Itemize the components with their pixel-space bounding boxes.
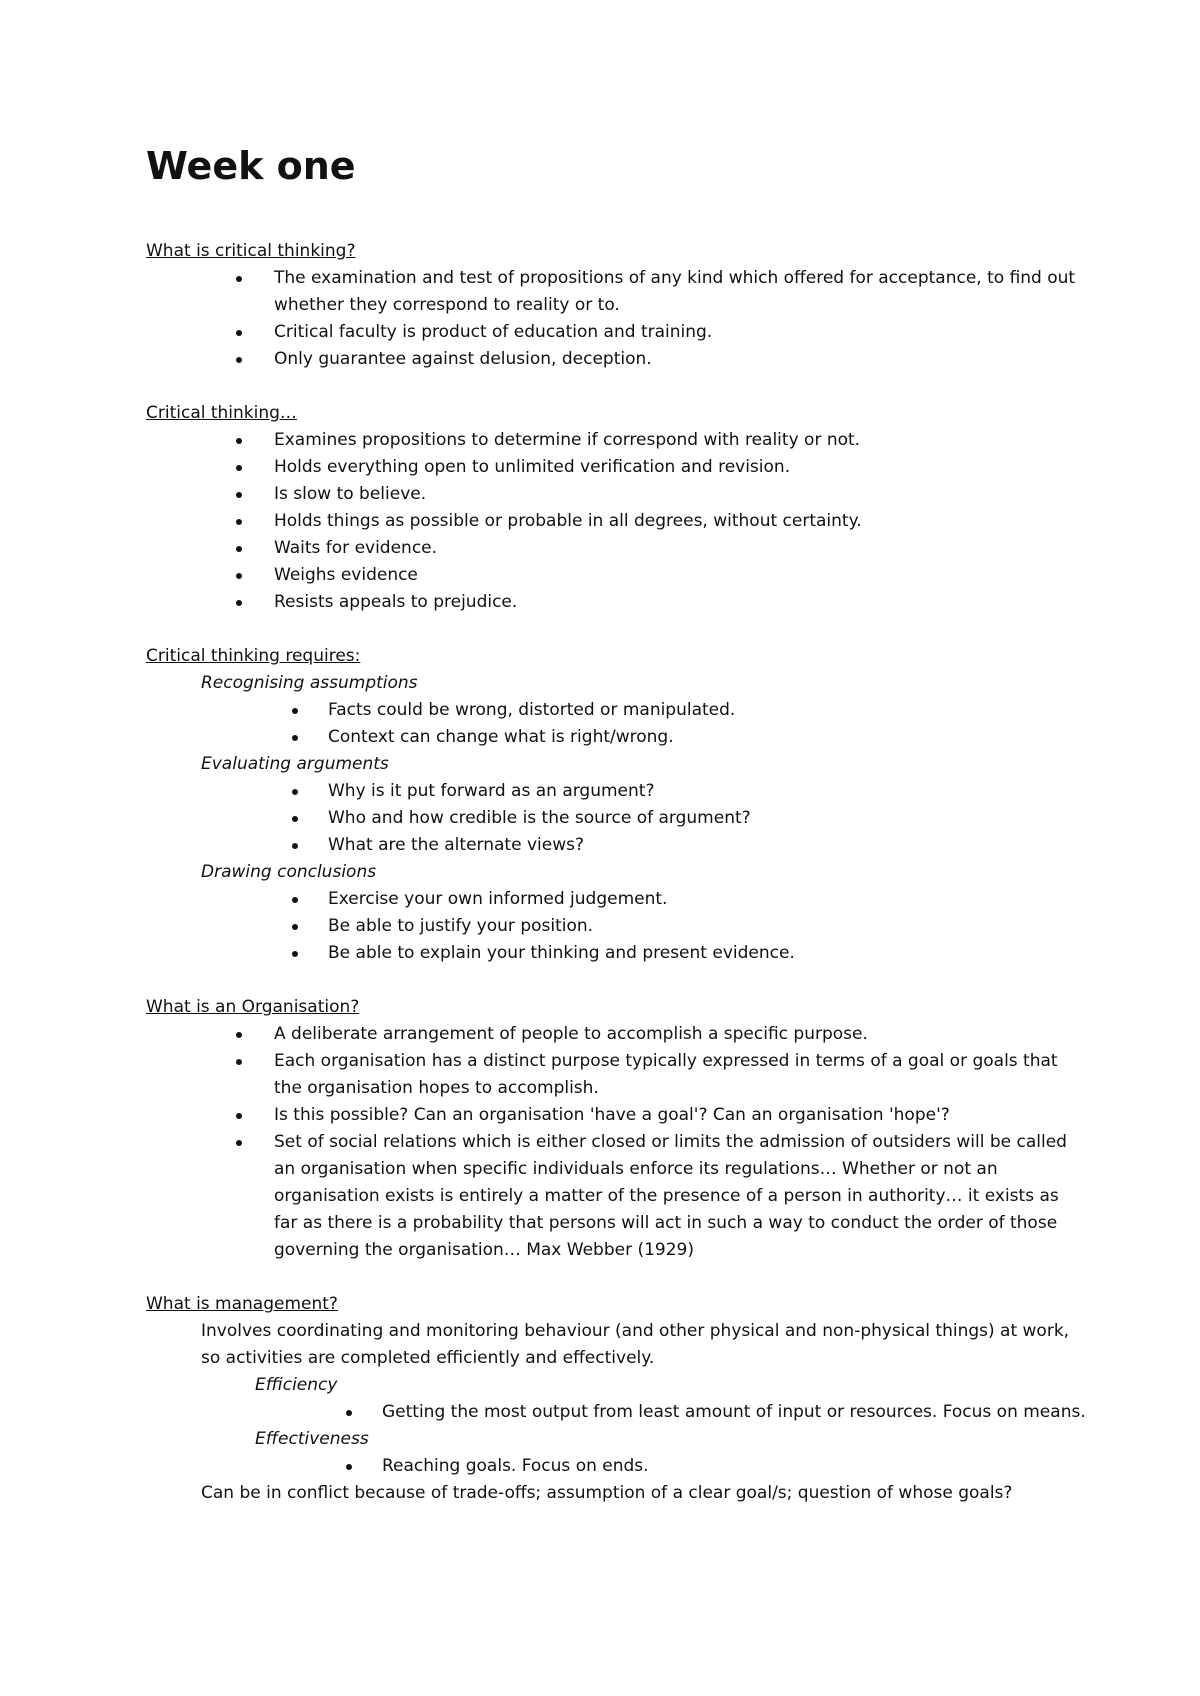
- subheading: Recognising assumptions: [201, 673, 418, 693]
- list-item: Is slow to believe.: [146, 481, 1086, 508]
- list-item: Why is it put forward as an argument?: [146, 778, 1086, 805]
- list-item: Reaching goals. Focus on ends.: [146, 1453, 1086, 1480]
- list-item: Set of social relations which is either closed or limits the admission of outsiders will be called an organisation when specific individuals enforce its regulations… Whether or not an organisation exists is entirely a matter of the presence of a person in authority… it exists as far as there is a probability that persons will act in such a way to conduct the order of those governing the organisation… Max Webber (1929): [146, 1129, 1086, 1264]
- bullet-icon: [292, 789, 298, 795]
- bullet-icon: [236, 546, 242, 552]
- bullet-icon: [236, 276, 242, 282]
- list-item: The examination and test of propositions of any kind which offered for acceptance, to find out whether they correspond to reality or to.: [146, 265, 1086, 319]
- list-item: Holds things as possible or probable in all degrees, without certainty.: [146, 508, 1086, 535]
- bullet-icon: [346, 1464, 352, 1470]
- list-item: Who and how credible is the source of argument?: [146, 805, 1086, 832]
- subheading: Drawing conclusions: [201, 862, 377, 882]
- list-item: Resists appeals to prejudice.: [146, 589, 1086, 616]
- bullet-icon: [292, 897, 298, 903]
- bullet-list: [146, 427, 1086, 616]
- bullet-icon: [292, 735, 298, 741]
- section-heading: Critical thinking…: [146, 403, 297, 423]
- bullet-icon: [346, 1410, 352, 1416]
- paragraph: Can be in conflict because of trade-offs; assumption of a clear goal/s; question of whose goals?: [201, 1483, 1013, 1503]
- subheading: Efficiency: [255, 1375, 338, 1395]
- list-item: Only guarantee against delusion, deception.: [146, 346, 1086, 373]
- list-item: Each organisation has a distinct purpose typically expressed in terms of a goal or goals that the organisation hopes to accomplish.: [146, 1048, 1086, 1102]
- section-heading: What is management?: [146, 1294, 338, 1314]
- section-heading: What is an Organisation?: [146, 997, 360, 1017]
- bullet-list: [146, 886, 1086, 967]
- subheading: Effectiveness: [255, 1429, 369, 1449]
- list-item: Is this possible? Can an organisation 'have a goal'? Can an organisation 'hope'?: [146, 1102, 1086, 1129]
- bullet-icon: [236, 438, 242, 444]
- list-item: Be able to explain your thinking and present evidence.: [146, 940, 1086, 967]
- list-item: Exercise your own informed judgement.: [146, 886, 1086, 913]
- list-item: Waits for evidence.: [146, 535, 1086, 562]
- bullet-icon: [236, 519, 242, 525]
- section-heading: Critical thinking requires:: [146, 646, 361, 666]
- bullet-icon: [236, 492, 242, 498]
- bullet-icon: [292, 951, 298, 957]
- bullet-icon: [236, 1113, 242, 1119]
- bullet-icon: [292, 816, 298, 822]
- bullet-icon: [292, 708, 298, 714]
- paragraph: Involves coordinating and monitoring behaviour (and other physical and non-physical things) at work, so activities are completed efficiently and effectively.: [201, 1321, 1070, 1368]
- bullet-icon: [236, 600, 242, 606]
- bullet-list: [146, 778, 1086, 859]
- bullet-icon: [236, 1140, 242, 1146]
- bullet-icon: [236, 1032, 242, 1038]
- bullet-list: [146, 1021, 1086, 1264]
- list-item: What are the alternate views?: [146, 832, 1086, 859]
- list-item: A deliberate arrangement of people to accomplish a specific purpose.: [146, 1021, 1086, 1048]
- bullet-icon: [236, 465, 242, 471]
- list-item: Getting the most output from least amount of input or resources. Focus on means.: [146, 1399, 1086, 1426]
- bullet-list: [146, 1453, 1086, 1480]
- list-item: Holds everything open to unlimited verification and revision.: [146, 454, 1086, 481]
- list-item: Weighs evidence: [146, 562, 1086, 589]
- page-title: Week one: [146, 144, 356, 188]
- bullet-icon: [236, 330, 242, 336]
- bullet-icon: [236, 1059, 242, 1065]
- bullet-icon: [236, 573, 242, 579]
- bullet-icon: [292, 924, 298, 930]
- bullet-list: [146, 1399, 1086, 1426]
- bullet-icon: [292, 843, 298, 849]
- bullet-icon: [236, 357, 242, 363]
- bullet-list: [146, 265, 1086, 373]
- section-heading: What is critical thinking?: [146, 241, 356, 261]
- list-item: Context can change what is right/wrong.: [146, 724, 1086, 751]
- subheading: Evaluating arguments: [201, 754, 389, 774]
- list-item: Facts could be wrong, distorted or manipulated.: [146, 697, 1086, 724]
- list-item: Examines propositions to determine if correspond with reality or not.: [146, 427, 1086, 454]
- document-body: [146, 238, 1086, 1507]
- list-item: Critical faculty is product of education and training.: [146, 319, 1086, 346]
- list-item: Be able to justify your position.: [146, 913, 1086, 940]
- bullet-list: [146, 697, 1086, 751]
